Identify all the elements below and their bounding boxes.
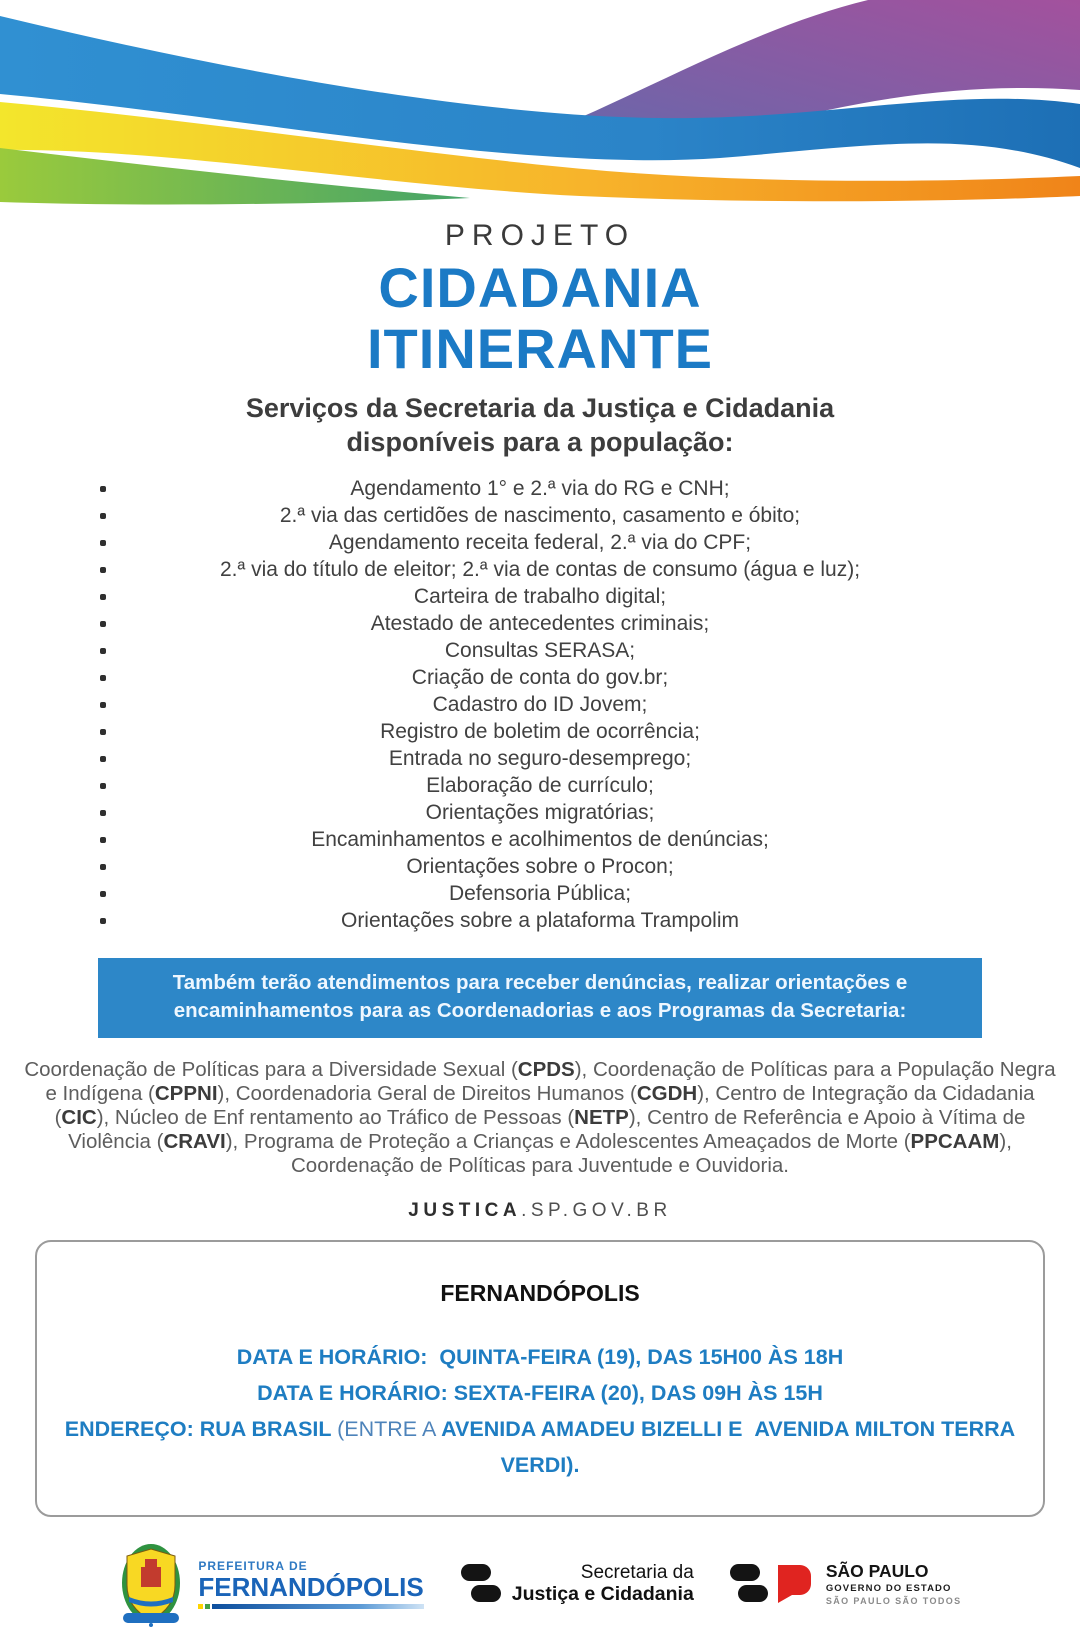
notice-banner	[98, 958, 982, 1038]
bullet-icon	[100, 594, 106, 600]
subtitle-line-1: Serviços da Secretaria da Justiça e Cidadania	[245, 393, 835, 423]
schedule-line-1: DATA E HORÁRIO: QUINTA-FEIRA (19), DAS 15H00 ÀS 18H	[236, 1345, 844, 1369]
address-bold-part: AVENIDA AMADEU BIZELLI E AVENIDA MILTON TERRA VERDI).	[441, 1417, 1022, 1477]
service-item	[0, 718, 1080, 745]
secretaria-s-mark-icon	[460, 1562, 502, 1606]
address-prefix: ENDEREÇO: RUA BRASIL	[64, 1417, 338, 1441]
service-item-text: Orientações sobre o Procon;	[406, 855, 674, 878]
bullet-icon	[100, 675, 106, 681]
service-item	[0, 772, 1080, 799]
sp-wordmark	[826, 1562, 962, 1606]
services-list	[0, 475, 1080, 934]
bullet-icon	[100, 810, 106, 816]
service-item	[0, 826, 1080, 853]
fernandopolis-coat-of-arms-icon	[118, 1541, 184, 1627]
address-light-part: (ENTRE A	[337, 1417, 442, 1441]
coordination-paragraph	[23, 1058, 1057, 1178]
yellow-square-icon	[198, 1604, 203, 1609]
coordination-text: ), Núcleo de Enf rentamento ao Tráfico de Pessoas (	[96, 1106, 575, 1129]
service-item-text: 2.ª via do título de eleitor; 2.ª via de contas de consumo (água e luz);	[219, 558, 861, 581]
service-item	[0, 745, 1080, 772]
project-kicker: PROJETO	[444, 219, 636, 252]
service-item	[0, 475, 1080, 502]
service-item-text: Orientações migratórias;	[425, 801, 655, 824]
bullet-icon	[100, 621, 106, 627]
coordination-acronym: PPCAAM	[910, 1130, 1000, 1153]
service-item	[0, 502, 1080, 529]
coordination-text: Coordenação de Políticas para a Diversidade Sexual (	[24, 1058, 518, 1081]
coordination-acronym: CGDH	[636, 1082, 698, 1105]
coordination-acronym: CRAVI	[163, 1130, 226, 1153]
event-details	[61, 1339, 1022, 1483]
schedule-line-2: DATA E HORÁRIO: SEXTA-FEIRA (20), DAS 09H ÀS 15H	[257, 1381, 823, 1405]
service-item	[0, 610, 1080, 637]
sp-line-3: SÃO PAULO SÃO TODOS	[825, 1596, 962, 1606]
coordination-text: ), Coordenadoria Geral de Direitos Humanos (	[217, 1082, 637, 1105]
bullet-icon	[100, 864, 106, 870]
secretaria-line-1: Secretaria da	[580, 1562, 694, 1583]
secretaria-line-2: Justiça e Cidadania	[511, 1583, 694, 1605]
service-item	[0, 907, 1080, 934]
bullet-icon	[100, 567, 106, 573]
bullet-icon	[100, 648, 106, 654]
blue-gradient-bar	[212, 1604, 423, 1609]
title-line-1: CIDADANIA	[378, 256, 702, 319]
prefeitura-underline-bar	[198, 1604, 423, 1610]
bullet-icon	[100, 702, 106, 708]
service-item	[0, 637, 1080, 664]
coordination-acronym: CPDS	[517, 1058, 575, 1081]
service-item-text: Agendamento receita federal, 2.ª via do CPF;	[328, 531, 752, 554]
coordination-acronym: CIC	[61, 1106, 97, 1129]
coordination-text: ), Centro de Referência e Apoio à Vítima de Violência (	[68, 1106, 1026, 1153]
subtitle-line-2: disponíveis para a população:	[346, 427, 734, 457]
service-item-text: Agendamento 1° e 2.ª via do RG e CNH;	[350, 477, 730, 500]
bullet-icon	[100, 729, 106, 735]
service-item	[0, 880, 1080, 907]
service-item-text: Cadastro do ID Jovem;	[432, 693, 648, 716]
prefeitura-line-1: PREFEITURA DE	[198, 1558, 308, 1573]
wave-banner-graphic	[0, 0, 1080, 206]
service-item	[0, 799, 1080, 826]
address-line	[61, 1411, 1022, 1483]
green-square-icon	[205, 1604, 210, 1609]
event-city: FERNANDÓPOLIS	[440, 1280, 640, 1306]
prefeitura-logo	[118, 1541, 423, 1627]
page-subtitle	[0, 391, 1080, 459]
prefeitura-line-2: FERNANDÓPOLIS	[198, 1571, 424, 1602]
service-item	[0, 853, 1080, 880]
title-line-2: ITINERANTE	[367, 317, 713, 380]
website-rest: .SP.GOV.BR	[521, 1200, 672, 1221]
service-item-text: Encaminhamentos e acolhimentos de denúncias;	[311, 828, 769, 851]
bullet-icon	[100, 486, 106, 492]
service-item	[0, 583, 1080, 610]
service-item	[0, 529, 1080, 556]
coordination-text: ), Coordenação de Políticas para a População Negra e Indígena (	[45, 1058, 1056, 1105]
bullet-icon	[100, 783, 106, 789]
service-item-text: Registro de boletim de ocorrência;	[380, 720, 700, 743]
bullet-icon	[100, 891, 106, 897]
sp-line-1: SÃO PAULO	[825, 1561, 929, 1581]
service-item-text: Entrada no seguro-desemprego;	[388, 747, 692, 770]
secretaria-wordmark	[512, 1562, 694, 1606]
coordination-text: ), Coordenação de Políticas para Juventude e Ouvidoria.	[290, 1130, 1012, 1177]
sao-paulo-gov-logo	[730, 1561, 962, 1607]
footer-logos	[0, 1541, 1080, 1627]
coordination-text: ), Centro de Integração da Cidadania (	[54, 1082, 1035, 1129]
service-item-text: Carteira de trabalho digital;	[413, 585, 667, 608]
sp-mark-icon	[730, 1561, 816, 1607]
prefeitura-wordmark	[198, 1559, 423, 1610]
service-item	[0, 691, 1080, 718]
website-url	[0, 1200, 1080, 1222]
notice-line-2: encaminhamentos para as Coordenadorias e aos Programas da Secretaria:	[173, 999, 907, 1022]
event-box	[35, 1240, 1045, 1517]
coordination-text: ), Programa de Proteção a Crianças e Adolescentes Ameaçados de Morte (	[225, 1130, 911, 1153]
page-title	[0, 257, 1080, 379]
bullet-icon	[100, 918, 106, 924]
service-item-text: 2.ª via das certidões de nascimento, casamento e óbito;	[279, 504, 801, 527]
service-item-text: Atestado de antecedentes criminais;	[370, 612, 710, 635]
bullet-icon	[100, 756, 106, 762]
service-item	[0, 664, 1080, 691]
service-item-text: Criação de conta do gov.br;	[411, 666, 669, 689]
bullet-icon	[100, 837, 106, 843]
website-bold-part: JUSTICA	[408, 1200, 522, 1221]
service-item-text: Defensoria Pública;	[448, 882, 632, 905]
service-item-text: Elaboração de currículo;	[426, 774, 654, 797]
coordination-acronym: NETP	[574, 1106, 629, 1129]
service-item	[0, 556, 1080, 583]
service-item-text: Consultas SERASA;	[444, 639, 636, 662]
bullet-icon	[100, 540, 106, 546]
bullet-icon	[100, 513, 106, 519]
sp-line-2: GOVERNO DO ESTADO	[825, 1583, 952, 1594]
coordination-acronym: CPPNI	[154, 1082, 218, 1105]
notice-line-1: Também terão atendimentos para receber denúncias, realizar orientações e	[172, 971, 908, 994]
secretaria-logo	[460, 1562, 694, 1606]
service-item-text: Orientações sobre a plataforma Trampolim	[340, 909, 739, 932]
